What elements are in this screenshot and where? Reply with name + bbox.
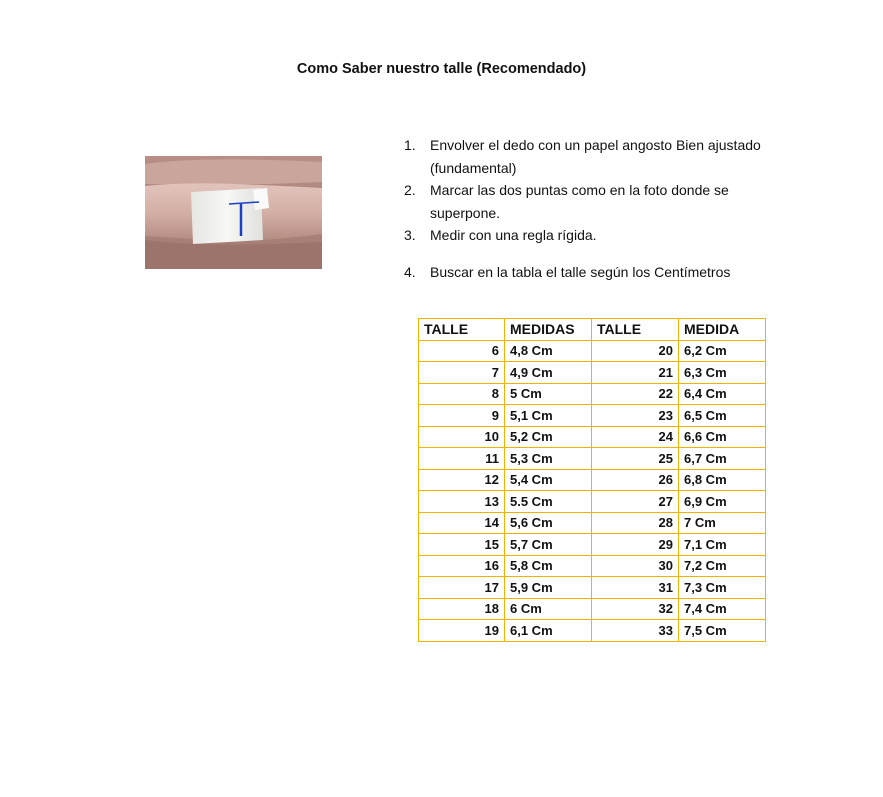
table-row <box>419 448 766 470</box>
cell-talle: 29 <box>592 534 679 556</box>
cell-talle: 9 <box>419 405 505 427</box>
instructions-list <box>404 134 764 283</box>
step-text: Buscar en la tabla el talle según los Centímetros <box>430 263 731 280</box>
cell-medida: 7,2 Cm <box>679 555 766 577</box>
step-text: Marcar las dos puntas como en la foto donde se superpone. <box>430 182 729 221</box>
step-text: Envolver el dedo con un papel angosto Bien ajustado (fundamental) <box>430 137 761 176</box>
instruction-step <box>404 261 764 284</box>
cell-medida: 5,4 Cm <box>505 469 592 491</box>
table-row <box>419 340 766 362</box>
cell-medida: 6,4 Cm <box>679 383 766 405</box>
cell-talle: 6 <box>419 340 505 362</box>
cell-talle: 24 <box>592 426 679 448</box>
table-row <box>419 405 766 427</box>
cell-talle: 17 <box>419 577 505 599</box>
cell-talle: 23 <box>592 405 679 427</box>
cell-talle: 15 <box>419 534 505 556</box>
cell-medida: 5,3 Cm <box>505 448 592 470</box>
cell-talle: 11 <box>419 448 505 470</box>
cell-talle: 14 <box>419 512 505 534</box>
table-row <box>419 491 766 513</box>
cell-talle: 20 <box>592 340 679 362</box>
cell-medida: 5,7 Cm <box>505 534 592 556</box>
step-number: 3. <box>404 227 416 243</box>
cell-talle: 32 <box>592 598 679 620</box>
cell-talle: 33 <box>592 620 679 642</box>
cell-talle: 22 <box>592 383 679 405</box>
cell-medida: 6,3 Cm <box>679 362 766 384</box>
header-medida: MEDIDA <box>679 319 766 341</box>
table-row <box>419 555 766 577</box>
cell-talle: 26 <box>592 469 679 491</box>
cell-medida: 5,1 Cm <box>505 405 592 427</box>
cell-medida: 7 Cm <box>679 512 766 534</box>
cell-talle: 7 <box>419 362 505 384</box>
cell-medida: 6,8 Cm <box>679 469 766 491</box>
step-number: 4. <box>404 263 416 280</box>
ring-size-table <box>418 318 766 642</box>
cell-medida: 5,2 Cm <box>505 426 592 448</box>
cell-talle: 30 <box>592 555 679 577</box>
finger-measure-photo <box>145 156 322 269</box>
cell-talle: 16 <box>419 555 505 577</box>
cell-talle: 12 <box>419 469 505 491</box>
cell-talle: 21 <box>592 362 679 384</box>
header-medidas: MEDIDAS <box>505 319 592 341</box>
step-number: 1. <box>404 137 416 153</box>
cell-medida: 5.5 Cm <box>505 491 592 513</box>
step-text: Medir con una regla rígida. <box>430 227 597 243</box>
cell-medida: 6,7 Cm <box>679 448 766 470</box>
instruction-step <box>404 134 764 179</box>
cell-talle: 10 <box>419 426 505 448</box>
table-row <box>419 620 766 642</box>
table-header-row <box>419 319 766 341</box>
page-title: Como Saber nuestro talle (Recomendado) <box>296 61 587 77</box>
cell-medida: 6 Cm <box>505 598 592 620</box>
instruction-step <box>404 224 764 247</box>
table-row <box>419 426 766 448</box>
cell-medida: 7,5 Cm <box>679 620 766 642</box>
cell-medida: 6,1 Cm <box>505 620 592 642</box>
cell-talle: 28 <box>592 512 679 534</box>
cell-talle: 19 <box>419 620 505 642</box>
cell-talle: 8 <box>419 383 505 405</box>
cell-talle: 25 <box>592 448 679 470</box>
cell-talle: 31 <box>592 577 679 599</box>
table-row <box>419 362 766 384</box>
cell-medida: 7,3 Cm <box>679 577 766 599</box>
cell-medida: 7,4 Cm <box>679 598 766 620</box>
cell-medida: 5 Cm <box>505 383 592 405</box>
cell-medida: 4,9 Cm <box>505 362 592 384</box>
step-number: 2. <box>404 182 416 198</box>
instruction-step <box>404 179 764 224</box>
cell-talle: 27 <box>592 491 679 513</box>
cell-medida: 4,8 Cm <box>505 340 592 362</box>
cell-medida: 6,6 Cm <box>679 426 766 448</box>
cell-medida: 7,1 Cm <box>679 534 766 556</box>
cell-medida: 6,9 Cm <box>679 491 766 513</box>
table-row <box>419 469 766 491</box>
cell-medida: 5,8 Cm <box>505 555 592 577</box>
header-talle: TALLE <box>419 319 505 341</box>
cell-talle: 18 <box>419 598 505 620</box>
table-row <box>419 577 766 599</box>
cell-talle: 13 <box>419 491 505 513</box>
cell-medida: 5,6 Cm <box>505 512 592 534</box>
header-talle: TALLE <box>592 319 679 341</box>
table-body <box>419 340 766 641</box>
table-row <box>419 598 766 620</box>
table-row <box>419 383 766 405</box>
cell-medida: 6,2 Cm <box>679 340 766 362</box>
table-row <box>419 512 766 534</box>
cell-medida: 5,9 Cm <box>505 577 592 599</box>
cell-medida: 6,5 Cm <box>679 405 766 427</box>
table-row <box>419 534 766 556</box>
finger-wrapped-paper-illustration <box>145 156 322 269</box>
